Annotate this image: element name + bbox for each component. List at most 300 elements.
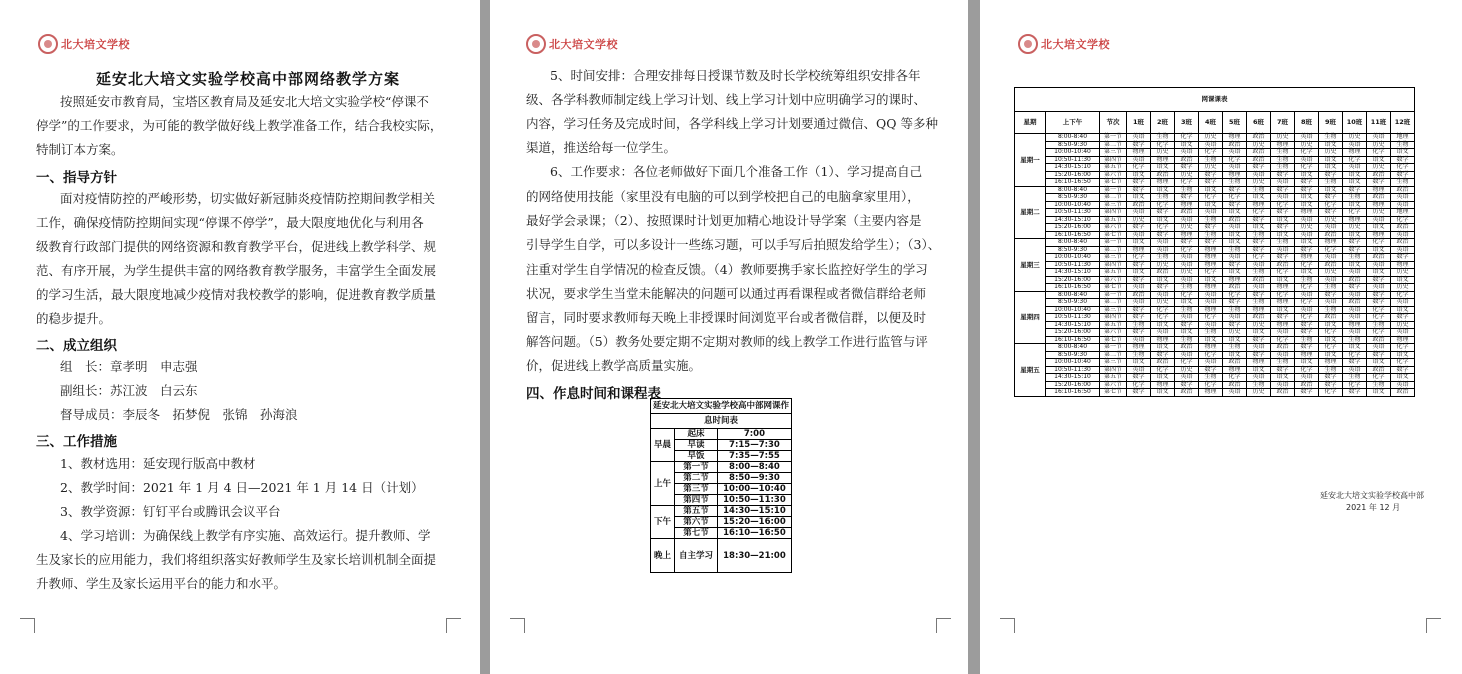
timetable-time: 16:10-16:50 xyxy=(1046,336,1100,344)
timetable-cell: 化学 xyxy=(1295,314,1319,322)
timetable-cell: 生物 xyxy=(1391,179,1415,187)
timetable-time: 16:10-16:50 xyxy=(1046,179,1100,187)
text-line[interactable]: 副组长：苏江波 白云东 xyxy=(60,383,198,398)
schedule-label: 第五节 xyxy=(675,506,718,517)
timetable-cell: 语文 xyxy=(1295,194,1319,202)
timetable-cell: 生物 xyxy=(1223,344,1247,352)
timetable-cell: 历史 xyxy=(1343,134,1367,142)
schedule-time: 18:30—21:00 xyxy=(717,539,791,573)
text-line[interactable]: 停学”的工作要求，为可能的教学做好线上教学准备工作，结合我校实际， xyxy=(36,118,443,133)
timetable-cell: 语文 xyxy=(1319,336,1343,344)
timetable-cell: 化学 xyxy=(1271,269,1295,277)
timetable-cell: 英语 xyxy=(1271,351,1295,359)
timetable-time: 8:00-8:40 xyxy=(1046,239,1100,247)
timetable-row xyxy=(1015,164,1415,172)
timetable-section: 第三节 xyxy=(1100,359,1127,367)
text-line[interactable]: 3、教学资源：钉钉平台或腾讯会议平台 xyxy=(60,504,281,519)
timetable-cell: 政治 xyxy=(1223,381,1247,389)
section-heading-4[interactable]: 四、作息时间和课程表 xyxy=(526,386,661,402)
timetable-cell: 政治 xyxy=(1295,381,1319,389)
timetable-cell: 英语 xyxy=(1367,134,1391,142)
timetable-cell: 英语 xyxy=(1295,374,1319,382)
timetable-cell: 语文 xyxy=(1295,201,1319,209)
timetable-cell: 英语 xyxy=(1127,284,1151,292)
timetable-cell: 英语 xyxy=(1223,224,1247,232)
timetable-cell: 数学 xyxy=(1271,254,1295,262)
timetable-cell: 物理 xyxy=(1127,344,1151,352)
timetable-cell: 生物 xyxy=(1271,359,1295,367)
footer-org[interactable]: 延安北大培文实验学校高中部 xyxy=(1320,491,1424,500)
timetable-cell: 生物 xyxy=(1175,186,1199,194)
timetable-cell: 化学 xyxy=(1391,291,1415,299)
timetable-cell: 生物 xyxy=(1151,134,1175,142)
timetable-section: 第一节 xyxy=(1100,344,1127,352)
timetable-cell: 物理 xyxy=(1271,321,1295,329)
timetable-cell: 物理 xyxy=(1223,366,1247,374)
timetable-cell: 生物 xyxy=(1199,156,1223,164)
text-line[interactable]: 解答问题。（5）教务处要定期不定期对教师的线上教学工作进行监管与评 xyxy=(526,334,928,349)
timetable-cell: 物理 xyxy=(1199,306,1223,314)
schedule-time: 10:00—10:40 xyxy=(717,484,791,495)
timetable-cell: 数学 xyxy=(1175,321,1199,329)
timetable-cell: 生物 xyxy=(1271,149,1295,157)
timetable-cell: 化学 xyxy=(1199,381,1223,389)
crop-mark xyxy=(20,618,35,633)
timetable-cell: 政治 xyxy=(1367,194,1391,202)
timetable-cell: 语文 xyxy=(1175,141,1199,149)
timetable-cell: 政治 xyxy=(1391,389,1415,397)
schedule-row xyxy=(651,539,792,573)
timetable-cell: 数学 xyxy=(1175,239,1199,247)
timetable-cell: 生物 xyxy=(1247,299,1271,307)
text-line[interactable]: 内容，学习任务及完成时间，各学科线上学习计划要通过微信、QQ 等多种 xyxy=(526,116,938,131)
timetable-cell: 英语 xyxy=(1343,314,1367,322)
timetable-row xyxy=(1015,344,1415,352)
text-line[interactable]: 生及家长的应用能力，我们将组织落实好教师学生及家长培训机制全面提 xyxy=(36,552,437,567)
schedule-time: 7:00 xyxy=(717,429,791,440)
timetable-time: 15:20-16:00 xyxy=(1046,329,1100,337)
text-line[interactable]: 价，促进线上教学高质量实施。 xyxy=(526,358,702,373)
text-line[interactable]: 1、教材选用：延安现行版高中教材 xyxy=(60,456,256,471)
timetable-cell: 英语 xyxy=(1391,299,1415,307)
timetable-cell: 语文 xyxy=(1367,269,1391,277)
timetable-cell: 生物 xyxy=(1175,306,1199,314)
text-line[interactable]: 按照延安市教育局，宝塔区教育局及延安北大培文实验学校“停课不 xyxy=(60,94,429,109)
timetable-cell: 语文 xyxy=(1175,329,1199,337)
timetable-section: 第六节 xyxy=(1100,329,1127,337)
timetable-cell: 化学 xyxy=(1175,134,1199,142)
timetable-header: 4班 xyxy=(1199,112,1223,134)
timetable-day: 星期二 xyxy=(1015,186,1046,239)
timetable-cell: 英语 xyxy=(1295,306,1319,314)
timetable-cell: 英语 xyxy=(1319,299,1343,307)
timetable-cell: 化学 xyxy=(1343,351,1367,359)
timetable-cell: 数学 xyxy=(1271,366,1295,374)
timetable-cell: 政治 xyxy=(1151,171,1175,179)
timetable-header: 2班 xyxy=(1151,112,1175,134)
timetable-cell: 物理 xyxy=(1367,231,1391,239)
timetable-cell: 英语 xyxy=(1151,329,1175,337)
timetable-cell: 物理 xyxy=(1199,284,1223,292)
timetable-cell: 物理 xyxy=(1199,389,1223,397)
timetable-cell: 生物 xyxy=(1271,239,1295,247)
text-line[interactable]: 组 长：章孝明 申志强 xyxy=(60,359,198,374)
timetable-cell: 物理 xyxy=(1247,306,1271,314)
timetable-cell: 生物 xyxy=(1127,351,1151,359)
timetable-cell: 语文 xyxy=(1319,141,1343,149)
timetable-cell: 政治 xyxy=(1367,254,1391,262)
timetable-cell: 语文 xyxy=(1199,276,1223,284)
timetable-cell: 英语 xyxy=(1271,381,1295,389)
timetable-cell: 生物 xyxy=(1271,164,1295,172)
timetable-time: 14:30-15:10 xyxy=(1046,269,1100,277)
text-line[interactable]: 引导学生自学，可以多设计一些练习题，可以手写后拍照发给学生）；（3）、 xyxy=(526,237,941,252)
timetable-cell: 数学 xyxy=(1127,306,1151,314)
timetable-row xyxy=(1015,134,1415,142)
timetable-cell: 化学 xyxy=(1199,194,1223,202)
timetable-cell: 化学 xyxy=(1151,224,1175,232)
timetable-section: 第六节 xyxy=(1100,381,1127,389)
timetable-cell: 地理 xyxy=(1391,134,1415,142)
timetable-cell: 英语 xyxy=(1295,156,1319,164)
timetable-section: 第四节 xyxy=(1100,314,1127,322)
timetable-cell: 政治 xyxy=(1223,216,1247,224)
timetable-cell: 英语 xyxy=(1391,381,1415,389)
timetable-cell: 物理 xyxy=(1199,246,1223,254)
timetable-cell: 历史 xyxy=(1223,329,1247,337)
crop-mark xyxy=(510,618,525,633)
timetable-cell: 化学 xyxy=(1151,306,1175,314)
timetable-cell: 数学 xyxy=(1223,186,1247,194)
timetable-cell: 生物 xyxy=(1343,194,1367,202)
timetable-cell: 语文 xyxy=(1391,374,1415,382)
timetable-time: 15:20-16:00 xyxy=(1046,381,1100,389)
timetable-row xyxy=(1015,209,1415,217)
timetable-cell: 化学 xyxy=(1391,359,1415,367)
section-heading-3[interactable]: 三、工作措施 xyxy=(36,434,117,450)
timetable-cell: 化学 xyxy=(1199,269,1223,277)
timetable-cell: 生物 xyxy=(1175,336,1199,344)
timetable-cell: 物理 xyxy=(1151,179,1175,187)
timetable-cell: 历史 xyxy=(1391,321,1415,329)
timetable-cell: 化学 xyxy=(1319,201,1343,209)
timetable-cell: 语文 xyxy=(1271,216,1295,224)
timetable-time: 10:00-10:40 xyxy=(1046,201,1100,209)
text-line[interactable]: 的学习生活，最大限度地减少疫情对我校教学的影响，促进教育教学质量 xyxy=(36,287,437,302)
timetable-cell: 数学 xyxy=(1319,209,1343,217)
timetable-cell: 英语 xyxy=(1391,246,1415,254)
timetable-cell: 化学 xyxy=(1391,216,1415,224)
timetable-time: 14:30-15:10 xyxy=(1046,216,1100,224)
timetable-cell: 历史 xyxy=(1319,149,1343,157)
timetable-cell: 数学 xyxy=(1247,246,1271,254)
timetable-cell: 数学 xyxy=(1199,366,1223,374)
timetable-cell: 历史 xyxy=(1247,321,1271,329)
section-heading-2[interactable]: 二、成立组织 xyxy=(36,338,117,354)
text-line[interactable]: 工作，确保疫情防控期间实现“停课不停学”，最大限度地优化与利用各 xyxy=(36,215,424,230)
timetable-cell: 英语 xyxy=(1271,246,1295,254)
timetable-cell: 生物 xyxy=(1319,284,1343,292)
text-line[interactable]: 5、时间安排：合理安排每日授课节数及时长学校统筹组织安排各年 xyxy=(550,68,921,83)
timetable-cell: 数学 xyxy=(1127,276,1151,284)
timetable-cell: 语文 xyxy=(1343,171,1367,179)
timetable-cell: 语文 xyxy=(1151,374,1175,382)
timetable-cell: 物理 xyxy=(1367,186,1391,194)
timetable-cell: 物理 xyxy=(1367,201,1391,209)
timetable-cell: 政治 xyxy=(1175,156,1199,164)
timetable-cell: 数学 xyxy=(1319,291,1343,299)
timetable-cell: 历史 xyxy=(1247,389,1271,397)
text-line[interactable]: 留言，同时要求教师每天晚上非授课时间浏览平台或者微信群，以便及时 xyxy=(526,310,927,325)
timetable-cell: 英语 xyxy=(1343,306,1367,314)
timetable-section: 第一节 xyxy=(1100,186,1127,194)
timetable-cell: 英语 xyxy=(1271,194,1295,202)
section-heading-1[interactable]: 一、指导方针 xyxy=(36,170,117,186)
timetable-cell: 生物 xyxy=(1223,179,1247,187)
timetable-cell: 物理 xyxy=(1247,359,1271,367)
schedule-label: 自主学习 xyxy=(675,539,718,573)
timetable-cell: 语文 xyxy=(1343,201,1367,209)
timetable-cell: 化学 xyxy=(1175,179,1199,187)
timetable-cell: 物理 xyxy=(1319,359,1343,367)
timetable-cell: 生物 xyxy=(1151,254,1175,262)
timetable-cell: 数学 xyxy=(1271,224,1295,232)
timetable-cell: 英语 xyxy=(1199,209,1223,217)
timetable-cell: 物理 xyxy=(1295,351,1319,359)
timetable-cell: 英语 xyxy=(1247,344,1271,352)
timetable-time: 16:10-16:50 xyxy=(1046,389,1100,397)
text-line[interactable]: 的稳步提升。 xyxy=(36,311,112,326)
timetable-cell: 英语 xyxy=(1247,171,1271,179)
timetable-cell: 物理 xyxy=(1271,284,1295,292)
timetable-cell: 历史 xyxy=(1175,269,1199,277)
timetable-cell: 生物 xyxy=(1319,179,1343,187)
timetable-cell: 生物 xyxy=(1319,134,1343,142)
timetable-cell: 英语 xyxy=(1367,284,1391,292)
text-line[interactable]: 2、教学时间：2021 年 1 月 4 日—2021 年 1 月 14 日（计划） xyxy=(60,480,424,495)
timetable-cell: 语文 xyxy=(1199,201,1223,209)
timetable-cell: 历史 xyxy=(1247,141,1271,149)
schedule-period: 下午 xyxy=(651,506,675,539)
timetable-cell: 生物 xyxy=(1247,231,1271,239)
timetable-cell: 语文 xyxy=(1391,306,1415,314)
timetable-time: 8:50-9:30 xyxy=(1046,299,1100,307)
timetable-cell: 化学 xyxy=(1271,291,1295,299)
schedule-period: 早晨 xyxy=(651,429,675,462)
timetable-cell: 数学 xyxy=(1151,351,1175,359)
timetable-cell: 政治 xyxy=(1151,359,1175,367)
text-line[interactable]: 状况，要求学生当堂未能解决的问题可以通过再看课程或者微信群给老师 xyxy=(526,286,927,301)
timetable-cell: 政治 xyxy=(1391,239,1415,247)
timetable-cell: 政治 xyxy=(1175,344,1199,352)
timetable-header: 星期 xyxy=(1015,112,1046,134)
timetable-section: 第三节 xyxy=(1100,306,1127,314)
timetable-cell: 英语 xyxy=(1175,276,1199,284)
timetable-row xyxy=(1015,359,1415,367)
schedule-period: 晚上 xyxy=(651,539,675,573)
text-line[interactable]: 级教育行政部门提供的网络资源和教育教学平台，促进线上教学科学、规 xyxy=(36,239,437,254)
timetable-cell: 政治 xyxy=(1319,261,1343,269)
timetable-header: 节次 xyxy=(1100,112,1127,134)
timetable-cell: 语文 xyxy=(1295,269,1319,277)
timetable-row xyxy=(1015,254,1415,262)
timetable-cell: 政治 xyxy=(1175,389,1199,397)
timetable-cell: 英语 xyxy=(1271,329,1295,337)
timetable-cell: 英语 xyxy=(1175,216,1199,224)
timetable-header: 12班 xyxy=(1391,112,1415,134)
timetable-time: 15:20-16:00 xyxy=(1046,276,1100,284)
timetable-section: 第二节 xyxy=(1100,299,1127,307)
timetable-cell: 数学 xyxy=(1223,321,1247,329)
timetable-cell: 政治 xyxy=(1175,209,1199,217)
timetable-cell: 英语 xyxy=(1127,134,1151,142)
text-line[interactable]: 面对疫情防控的严峻形势，切实做好新冠肺炎疫情防控期间教学相关 xyxy=(60,191,436,206)
text-line[interactable]: 的网络使用技能（家里没有电脑的可以到学校把自己的电脑拿家里用）， xyxy=(526,189,920,204)
timetable-section: 第七节 xyxy=(1100,336,1127,344)
timetable-header: 5班 xyxy=(1223,112,1247,134)
timetable-cell: 历史 xyxy=(1199,164,1223,172)
text-line[interactable]: 注重对学生自学情况的检查反馈。（4）教师要携手家长监控好学生的学习 xyxy=(526,262,928,277)
daily-schedule-table[interactable] xyxy=(650,398,792,573)
schedule-time: 16:10—16:50 xyxy=(717,528,791,539)
timetable-cell: 语文 xyxy=(1271,276,1295,284)
timetable-cell: 语文 xyxy=(1151,321,1175,329)
timetable-section: 第六节 xyxy=(1100,276,1127,284)
timetable-cell: 数学 xyxy=(1175,164,1199,172)
timetable-cell: 历史 xyxy=(1295,141,1319,149)
timetable-cell: 化学 xyxy=(1367,239,1391,247)
document-page-1 xyxy=(0,0,480,674)
timetable-cell: 数学 xyxy=(1127,224,1151,232)
timetable-section: 第六节 xyxy=(1100,171,1127,179)
timetable-cell: 英语 xyxy=(1223,149,1247,157)
timetable-cell: 语文 xyxy=(1127,239,1151,247)
timetable-time: 10:00-10:40 xyxy=(1046,149,1100,157)
timetable-cell: 化学 xyxy=(1295,366,1319,374)
timetable-cell: 物理 xyxy=(1271,299,1295,307)
timetable-time: 8:00-8:40 xyxy=(1046,134,1100,142)
timetable-cell: 数学 xyxy=(1295,321,1319,329)
document-title[interactable]: 延安北大培文实验学校高中部网络教学方案 xyxy=(96,70,401,88)
timetable-cell: 物理 xyxy=(1343,321,1367,329)
timetable-header: 上下午 xyxy=(1046,112,1100,134)
schedule-row xyxy=(651,506,792,517)
timetable-cell: 化学 xyxy=(1175,291,1199,299)
timetable-cell: 历史 xyxy=(1247,179,1271,187)
timetable-cell: 政治 xyxy=(1367,336,1391,344)
timetable-cell: 语文 xyxy=(1295,359,1319,367)
timetable-cell: 数学 xyxy=(1271,186,1295,194)
timetable-cell: 化学 xyxy=(1367,306,1391,314)
timetable-time: 10:50-11:30 xyxy=(1046,261,1100,269)
timetable-cell: 数学 xyxy=(1367,351,1391,359)
timetable-cell: 语文 xyxy=(1151,216,1175,224)
timetable-cell: 化学 xyxy=(1343,209,1367,217)
timetable-cell: 物理 xyxy=(1151,156,1175,164)
timetable-cell: 英语 xyxy=(1295,134,1319,142)
timetable-cell: 政治 xyxy=(1271,261,1295,269)
timetable-section: 第四节 xyxy=(1100,156,1127,164)
timetable-cell: 语文 xyxy=(1367,156,1391,164)
text-line[interactable]: 范、有序开展，为学生提供丰富的网络教育教学服务，丰富学生全面发展 xyxy=(36,263,437,278)
timetable-section: 第六节 xyxy=(1100,224,1127,232)
timetable-cell: 英语 xyxy=(1175,261,1199,269)
text-line[interactable]: 升教师、学生及家长运用平台的能力和水平。 xyxy=(36,576,287,591)
text-line[interactable]: 督导成员：李辰冬 拓梦倪 张锦 孙海浪 xyxy=(60,407,298,422)
timetable-cell: 英语 xyxy=(1127,299,1151,307)
timetable-cell: 物理 xyxy=(1199,254,1223,262)
timetable-cell: 数学 xyxy=(1271,209,1295,217)
timetable-cell: 政治 xyxy=(1271,344,1295,352)
timetable-cell: 语文 xyxy=(1151,389,1175,397)
timetable-cell: 政治 xyxy=(1151,269,1175,277)
timetable-cell: 语文 xyxy=(1151,344,1175,352)
timetable-cell: 数学 xyxy=(1367,299,1391,307)
timetable-section: 第三节 xyxy=(1100,254,1127,262)
weekly-timetable[interactable] xyxy=(1014,87,1415,397)
footer-date[interactable]: 2021 年 12 月 xyxy=(1346,503,1401,512)
timetable-cell: 数学 xyxy=(1223,299,1247,307)
timetable-cell: 物理 xyxy=(1343,149,1367,157)
timetable-cell: 英语 xyxy=(1247,374,1271,382)
timetable-cell: 语文 xyxy=(1271,374,1295,382)
timetable-section: 第二节 xyxy=(1100,194,1127,202)
timetable-cell: 数学 xyxy=(1319,381,1343,389)
timetable-cell: 数学 xyxy=(1391,156,1415,164)
text-line[interactable]: 6、工作要求：各位老师做好下面几个准备工作（1）、学习提高自己 xyxy=(550,164,923,179)
timetable-cell: 化学 xyxy=(1295,299,1319,307)
crop-mark xyxy=(936,618,951,633)
text-line[interactable]: 4、学习培训：为确保线上教学有序实施、高效运行。提升教师、学 xyxy=(60,528,431,543)
timetable-cell: 物理 xyxy=(1391,336,1415,344)
text-line[interactable]: 最好学会录课；（2）、按照课时计划更加精心地设计导学案（主要内容是 xyxy=(526,213,922,228)
timetable-row xyxy=(1015,179,1415,187)
timetable-cell: 生物 xyxy=(1199,374,1223,382)
timetable-cell: 语文 xyxy=(1319,156,1343,164)
crop-mark xyxy=(446,618,461,633)
text-line[interactable]: 级、各学科教师制定线上学习计划、线上学习计划中应明确学习的课时、 xyxy=(526,92,927,107)
timetable-cell: 英语 xyxy=(1319,276,1343,284)
timetable-cell: 历史 xyxy=(1319,216,1343,224)
timetable-cell: 语文 xyxy=(1247,224,1271,232)
text-line[interactable]: 特制订本方案。 xyxy=(36,142,124,157)
timetable-cell: 英语 xyxy=(1175,254,1199,262)
timetable-cell: 英语 xyxy=(1343,164,1367,172)
timetable-cell: 生物 xyxy=(1223,306,1247,314)
timetable-cell: 政治 xyxy=(1247,314,1271,322)
timetable-time: 8:00-8:40 xyxy=(1046,291,1100,299)
timetable-cell: 历史 xyxy=(1175,171,1199,179)
schedule-caption: 延安北大培文实验学校高中部网课作 xyxy=(651,399,792,414)
timetable-cell: 化学 xyxy=(1271,336,1295,344)
timetable-cell: 物理 xyxy=(1295,209,1319,217)
schedule-label: 第六节 xyxy=(675,517,718,528)
timetable-cell: 化学 xyxy=(1127,164,1151,172)
timetable-cell: 历史 xyxy=(1319,269,1343,277)
timetable-cell: 物理 xyxy=(1127,149,1151,157)
timetable-cell: 物理 xyxy=(1391,261,1415,269)
text-line[interactable]: 渠道，推送给每一位学生。 xyxy=(526,140,677,155)
timetable-time: 10:50-11:30 xyxy=(1046,366,1100,374)
timetable-cell: 语文 xyxy=(1367,246,1391,254)
timetable-cell: 英语 xyxy=(1295,231,1319,239)
timetable-day: 星期五 xyxy=(1015,344,1046,397)
timetable-cell: 数学 xyxy=(1151,284,1175,292)
timetable-cell: 数学 xyxy=(1295,344,1319,352)
timetable-cell: 英语 xyxy=(1391,201,1415,209)
timetable-cell: 政治 xyxy=(1223,141,1247,149)
schedule-time: 14:30—15:10 xyxy=(717,506,791,517)
